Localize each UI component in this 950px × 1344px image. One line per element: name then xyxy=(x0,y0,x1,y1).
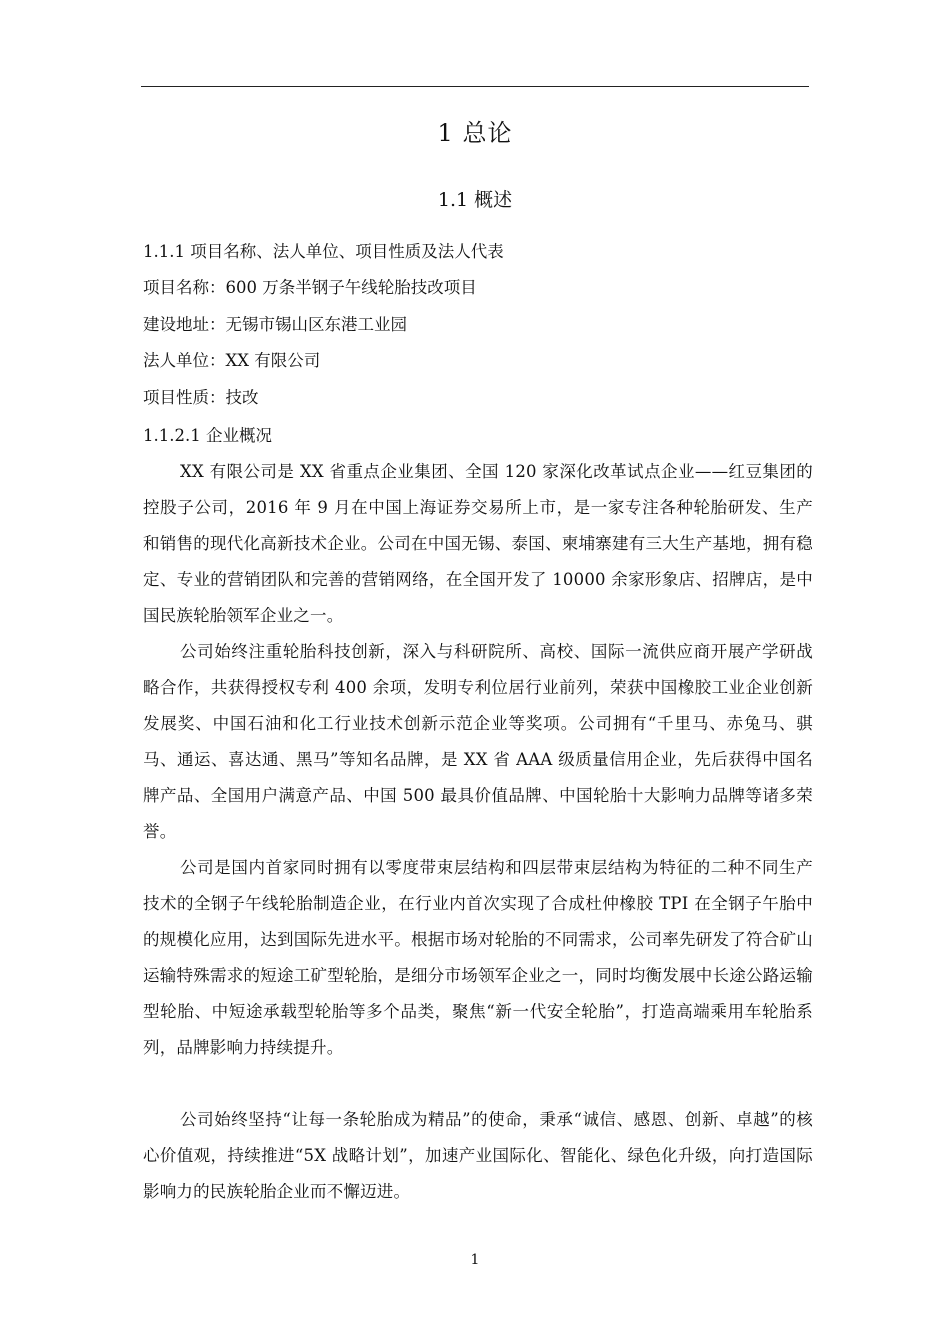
project-name-line: 项目名称：600 万条半钢子午线轮胎技改项目 xyxy=(143,278,477,297)
project-nature-line: 项目性质：技改 xyxy=(143,388,259,407)
paragraph-innovation: 公司始终注重轮胎科技创新，深入与科研院所、高校、国际一流供应商开展产学研战略合作，共获得授权专利 400 余项，发明专利位居行业前列，荣获中国橡胶工业企业创新发展奖、中国石油和化工行业技术创新示范企业等奖项。公司拥有“千里马、赤兔马、骐马、通运、喜达通、黑马”等知名品牌，是 XX 省 AAA 级质量信用企业，先后获得中国名牌产品、全国用户满意产品、中国 500 最具价值品牌、中国轮胎十大影响力品牌等诸多荣誉。 xyxy=(143,642,813,841)
legal-entity-line: 法人单位：XX 有限公司 xyxy=(143,351,321,370)
project-address-line: 建设地址：无锡市锡山区东港工业园 xyxy=(143,315,407,334)
section-title: 1.1 概述 xyxy=(437,189,513,211)
page-number: 1 xyxy=(470,1252,480,1268)
paragraph-company-intro: XX 有限公司是 XX 省重点企业集团、全国 120 家深化改革试点企业——红豆集团的控股子公司，2016 年 9 月在中国上海证券交易所上市，是一家专注各种轮胎研发、生产和销售的现代化高新技术企业。公司在中国无锡、泰国、柬埔寨建有三大生产基地，拥有稳定、专业的营销团队和完善的营销网络，在全国开发了 10000 余家形象店、招牌店，是中国民族轮胎领军企业之一。 xyxy=(143,462,813,625)
paragraph-technology: 公司是国内首家同时拥有以零度带束层结构和四层带束层结构为特征的二种不同生产技术的全钢子午线轮胎制造企业，在行业内首次实现了合成杜仲橡胶 TPI 在全钢子午胎中的规模化应用，达到国际先进水平。根据市场对轮胎的不同需求，公司率先研发了符合矿山运输特殊需求的短途工矿型轮胎，是细分市场领军企业之一，同时均衡发展中长途公路运输型轮胎、中短途承载型轮胎等多个品类，聚焦“新一代安全轮胎”，打造高端乘用车轮胎系列，品牌影响力持续提升。 xyxy=(143,858,813,1057)
paragraph-mission: 公司始终坚持“让每一条轮胎成为精品”的使命，秉承“诚信、感恩、创新、卓越”的核心价值观，持续推进“5X 战略计划”，加速产业国际化、智能化、绿色化升级，向打造国际影响力的民族轮胎企业而不懈迈进。 xyxy=(143,1110,813,1201)
subsection-heading-company-overview: 1.1.2.1 企业概况 xyxy=(143,426,272,445)
chapter-title: 1 总论 xyxy=(437,119,513,147)
header-rule xyxy=(141,86,809,87)
subsection-heading-project-info: 1.1.1 项目名称、法人单位、项目性质及法人代表 xyxy=(143,242,504,261)
